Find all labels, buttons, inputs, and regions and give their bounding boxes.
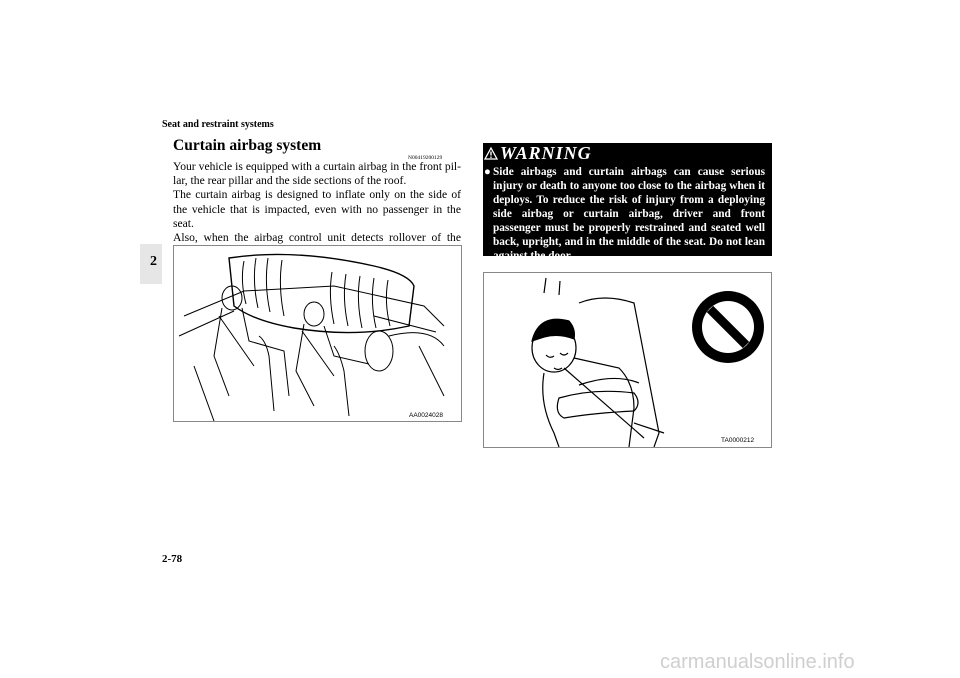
- curtain-airbag-figure: [173, 245, 462, 422]
- bullet-icon: ●: [484, 166, 491, 178]
- prohibition-sign-icon: [692, 291, 764, 363]
- warning-text-block: [484, 165, 765, 263]
- section-header: Seat and restraint systems: [162, 119, 274, 130]
- warning-heading: WARNING: [500, 143, 592, 163]
- warning-triangle-icon: [484, 147, 498, 160]
- article-code: N00419200129: [408, 155, 443, 161]
- child-leaning-on-door-prohibited-illustration-icon: [484, 273, 771, 447]
- chapter-number: 2: [150, 254, 157, 269]
- figure-code: AA0024028: [409, 412, 443, 419]
- watermark[interactable]: carmanualsonline.info: [660, 651, 855, 673]
- curtain-airbag-illustration-icon: [174, 246, 461, 421]
- paragraph-2: The curtain airbag is designed to inflate only on the side of the vehicle that is impacted, even with no passenger in the seat.: [173, 188, 461, 230]
- leaning-prohibited-figure: [483, 272, 772, 448]
- paragraph-1: Your vehicle is equipped with a curtain airbag in the front pil-lar, the rear pillar and the side sections of the roof.: [173, 160, 461, 188]
- paragraph-3: Also, when the airbag control unit detects rollover of the: [173, 231, 461, 245]
- figure-code: TA0000212: [721, 437, 755, 444]
- article-title: Curtain airbag system: [173, 137, 322, 154]
- page-number: 2-78: [162, 553, 183, 565]
- warning-text: Side airbags and curtain airbags can cause serious injury or death to anyone too close to the airbag when it deploys. To reduce the risk of injury from a deploying side airbag or curtain airbag, driver and front passenger must be properly restrained and seated well back, upright, and in the middle of the seat. Do not lean against the door.: [493, 166, 765, 262]
